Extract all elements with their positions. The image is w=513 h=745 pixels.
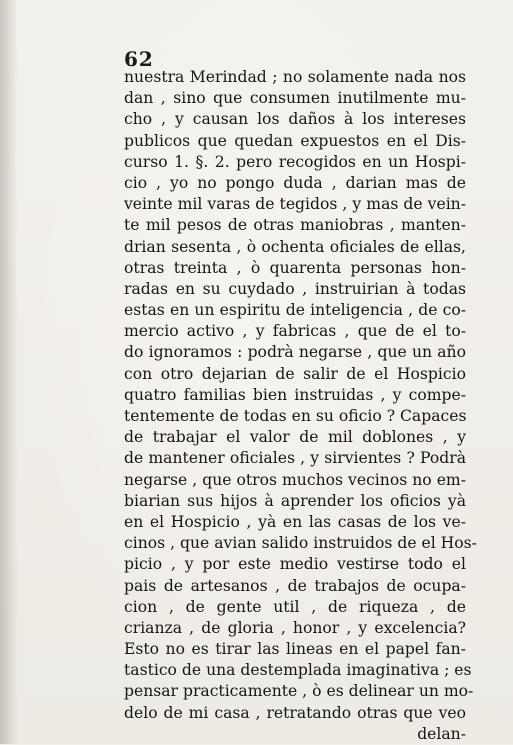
text-line: mercio activo , y fabricas , que de el to- (124, 322, 466, 341)
text-line: tentemente de todas en su oficio ? Capaces (124, 407, 467, 425)
text-line: nuestra Merindad ; no solamente nada nos (124, 68, 466, 86)
text-line: publicos que quedan expuestos en el Dis- (124, 131, 466, 150)
text-line: veinte mil varas de tegidos , y mas de vein- (124, 195, 466, 214)
text-line: cho , y causan los daños à los intereses (124, 110, 466, 129)
text-line: dan , sino que consumen inutilmente mu- (124, 89, 466, 108)
text-line: pensar practicamente , ò es delinear un mo- (124, 682, 474, 701)
page-number: 62 (124, 47, 154, 71)
text-line: biarian sus hijos à aprender los oficios yà (124, 491, 466, 510)
text-line: quatro familias bien instruidas , y compe- (124, 385, 466, 404)
text-line: te mil pesos de otras maniobras , manten- (124, 216, 466, 235)
text-line: picio , y por este medio vestirse todo el (124, 555, 466, 574)
catchword: delan- (417, 724, 466, 743)
text-line: cion , de gente util , de riqueza , de (124, 597, 466, 616)
text-line: curso 1. §. 2. pero recogidos en un Hospi- (124, 152, 466, 171)
text-line: drian sesenta , ò ochenta oficiales de ellas, (124, 237, 466, 256)
text-line: tastico de una destemplada imaginativa ; es (124, 661, 472, 680)
text-line: con otro dejarian de salir de el Hospicio (124, 364, 466, 383)
text-line: delo de mi casa , retratando otras que veo (124, 703, 466, 722)
text-line: de trabajar el valor de mil doblones , y (124, 428, 466, 447)
text-line: cinos , que avian salido instruidos de el Hos- (124, 534, 477, 553)
text-line: crianza , de gloria , honor , y excelencia? (124, 618, 466, 637)
text-line: estas en un espiritu de inteligencia , de co- (124, 301, 466, 320)
text-line: de mantener oficiales , y sirvientes ? Podrà (124, 449, 466, 468)
body-text (124, 67, 477, 745)
text-line: negarse , que otros muchos vecinos no em- (124, 470, 466, 489)
text-line: do ignoramos : podrà negarse , que un año (124, 343, 466, 362)
text-line: cio , yo no pongo duda , darian mas de (124, 173, 466, 192)
text-line: otras treinta , ò quarenta personas hon- (124, 258, 466, 277)
spine-shadow (0, 0, 18, 744)
text-line: Esto no es tirar las lineas en el papel fan- (124, 640, 466, 659)
text-line: radas en su cuydado , instruirian à todas (124, 279, 466, 298)
text-line: pais de artesanos , de trabajos de ocupa- (124, 576, 466, 595)
text-line: en el Hospicio , yà en las casas de los ve- (124, 512, 466, 531)
